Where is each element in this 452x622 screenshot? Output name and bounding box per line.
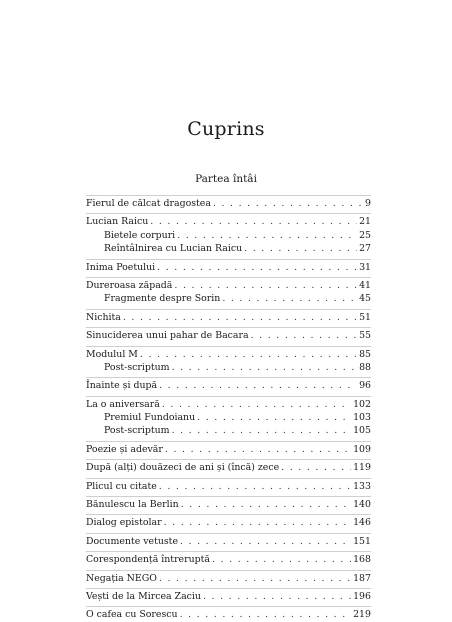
toc-subentry [86, 242, 371, 255]
toc-divider [86, 496, 371, 497]
toc-divider [86, 213, 371, 214]
toc-divider [86, 588, 371, 589]
toc-page-number: 41 [359, 279, 371, 291]
toc-entry [86, 480, 371, 493]
toc-entry-title: Bănulescu la Berlin [86, 499, 179, 511]
toc-page-number: 103 [353, 412, 371, 424]
toc-page-number: 96 [359, 380, 371, 392]
toc-divider [86, 606, 371, 607]
toc-page-number: 196 [353, 590, 371, 602]
toc-entry [86, 379, 371, 392]
dot-leader [177, 229, 357, 242]
toc-entry-title: Post-scriptum [104, 425, 170, 437]
dot-leader [140, 348, 357, 361]
toc-entry-title: Vești de la Mircea Zaciu [86, 590, 201, 602]
toc-entry-title: Plicul cu citate [86, 480, 157, 492]
dot-leader [159, 379, 357, 392]
dot-leader [203, 590, 351, 603]
toc-subentry [86, 424, 371, 437]
toc-page-number: 140 [353, 499, 371, 511]
toc-entry-title: Inima Poetului [86, 261, 156, 273]
table-of-contents [86, 192, 371, 622]
toc-page-number: 146 [353, 517, 371, 529]
toc-entry [86, 516, 371, 529]
toc-page-number: 105 [353, 425, 371, 437]
toc-subentry [86, 229, 371, 242]
dot-leader [251, 329, 357, 342]
toc-page-number: 168 [353, 554, 371, 566]
toc-entry-title: Poezie și adevăr [86, 443, 163, 455]
toc-divider [86, 377, 371, 378]
toc-entry-title: Înainte și după [86, 380, 158, 392]
toc-page-number: 187 [353, 572, 371, 584]
toc-page-number: 219 [353, 609, 371, 621]
toc-page-number: 25 [359, 229, 371, 241]
toc-entry-title: O cafea cu Sorescu [86, 609, 178, 621]
toc-entry [86, 398, 371, 411]
toc-entry-title: Reîntâlnirea cu Lucian Raicu [104, 243, 243, 255]
toc-page-number: 109 [353, 443, 371, 455]
dot-leader [281, 461, 351, 474]
toc-subentry [86, 292, 371, 305]
dot-leader [212, 553, 351, 566]
toc-divider [86, 327, 371, 328]
toc-divider [86, 346, 371, 347]
toc-divider [86, 309, 371, 310]
toc-entry-title: Nichita [86, 311, 121, 323]
toc-page-number: 151 [353, 535, 371, 547]
dot-leader [244, 242, 357, 255]
toc-entry-title: Sinuciderea unui pahar de Bacara [86, 330, 249, 342]
part-title: Partea întâi [195, 173, 257, 185]
dot-leader [181, 498, 351, 511]
dot-leader [174, 279, 357, 292]
toc-entry-title: Fierul de călcat dragostea [86, 198, 211, 209]
toc-page-number: 133 [353, 480, 371, 492]
toc-page-number: 85 [359, 348, 371, 360]
toc-entry [86, 498, 371, 511]
dot-leader [197, 411, 351, 424]
toc-entry-title: Modulul M [86, 348, 138, 360]
toc-page-number: 45 [359, 293, 371, 305]
toc-entry [86, 197, 371, 210]
toc-divider [86, 195, 371, 196]
toc-page-number: 102 [353, 398, 371, 410]
toc-entry [86, 608, 371, 621]
dot-leader [159, 480, 351, 493]
dot-leader [162, 398, 351, 411]
toc-entry-title: Documente vetuste [86, 535, 178, 547]
toc-divider [86, 478, 371, 479]
dot-leader [172, 361, 358, 374]
toc-divider [86, 570, 371, 571]
toc-entry-title: Dureroasa zăpadă [86, 279, 173, 291]
toc-entry-title: După (alți) douăzeci de ani și (încă) zece [86, 462, 280, 474]
toc-page-number: 9 [365, 198, 371, 209]
toc-entry [86, 311, 371, 324]
toc-divider [86, 259, 371, 260]
toc-divider [86, 551, 371, 552]
toc-page-number: 31 [359, 261, 371, 273]
toc-entry-title: Negația NEGO [86, 572, 157, 584]
dot-leader [123, 311, 357, 324]
dot-leader [165, 443, 351, 456]
toc-entry [86, 279, 371, 292]
toc-divider [86, 441, 371, 442]
toc-page-number: 119 [353, 462, 371, 474]
toc-page-number: 51 [359, 311, 371, 323]
toc-page-number: 88 [359, 361, 371, 373]
dot-leader [150, 215, 357, 228]
dot-leader [172, 424, 352, 437]
dot-leader [157, 261, 357, 274]
toc-entry [86, 443, 371, 456]
toc-entry [86, 553, 371, 566]
dot-leader [180, 608, 352, 621]
toc-entry [86, 535, 371, 548]
toc-divider [86, 277, 371, 278]
page-title: Cuprins [187, 118, 265, 140]
toc-page-number: 55 [359, 330, 371, 342]
toc-divider [86, 514, 371, 515]
dot-leader [159, 572, 351, 585]
toc-subentry [86, 361, 371, 374]
toc-subentry [86, 411, 371, 424]
dot-leader [164, 516, 352, 529]
toc-entry [86, 329, 371, 342]
toc-entry-title: Dialog epistolar [86, 517, 162, 529]
toc-entry [86, 461, 371, 474]
toc-divider [86, 459, 371, 460]
toc-entry-title: Lucian Raicu [86, 216, 149, 228]
toc-entry-title: Premiul Fundoianu [104, 412, 196, 424]
toc-entry-title: La o aniversară [86, 398, 160, 410]
toc-entry [86, 261, 371, 274]
toc-entry-title: Fragmente despre Sorin [104, 293, 221, 305]
dot-leader [213, 197, 363, 210]
toc-entry [86, 590, 371, 603]
toc-entry-title: Post-scriptum [104, 361, 170, 373]
toc-entry-title: Bietele corpuri [104, 229, 176, 241]
toc-page-number: 27 [359, 243, 371, 255]
dot-leader [180, 535, 351, 548]
toc-entry [86, 215, 371, 228]
dot-leader [222, 292, 357, 305]
toc-page-number: 21 [359, 216, 371, 228]
toc-entry [86, 348, 371, 361]
toc-entry [86, 572, 371, 585]
toc-divider [86, 533, 371, 534]
toc-divider [86, 396, 371, 397]
toc-entry-title: Corespondență întreruptă [86, 554, 210, 566]
